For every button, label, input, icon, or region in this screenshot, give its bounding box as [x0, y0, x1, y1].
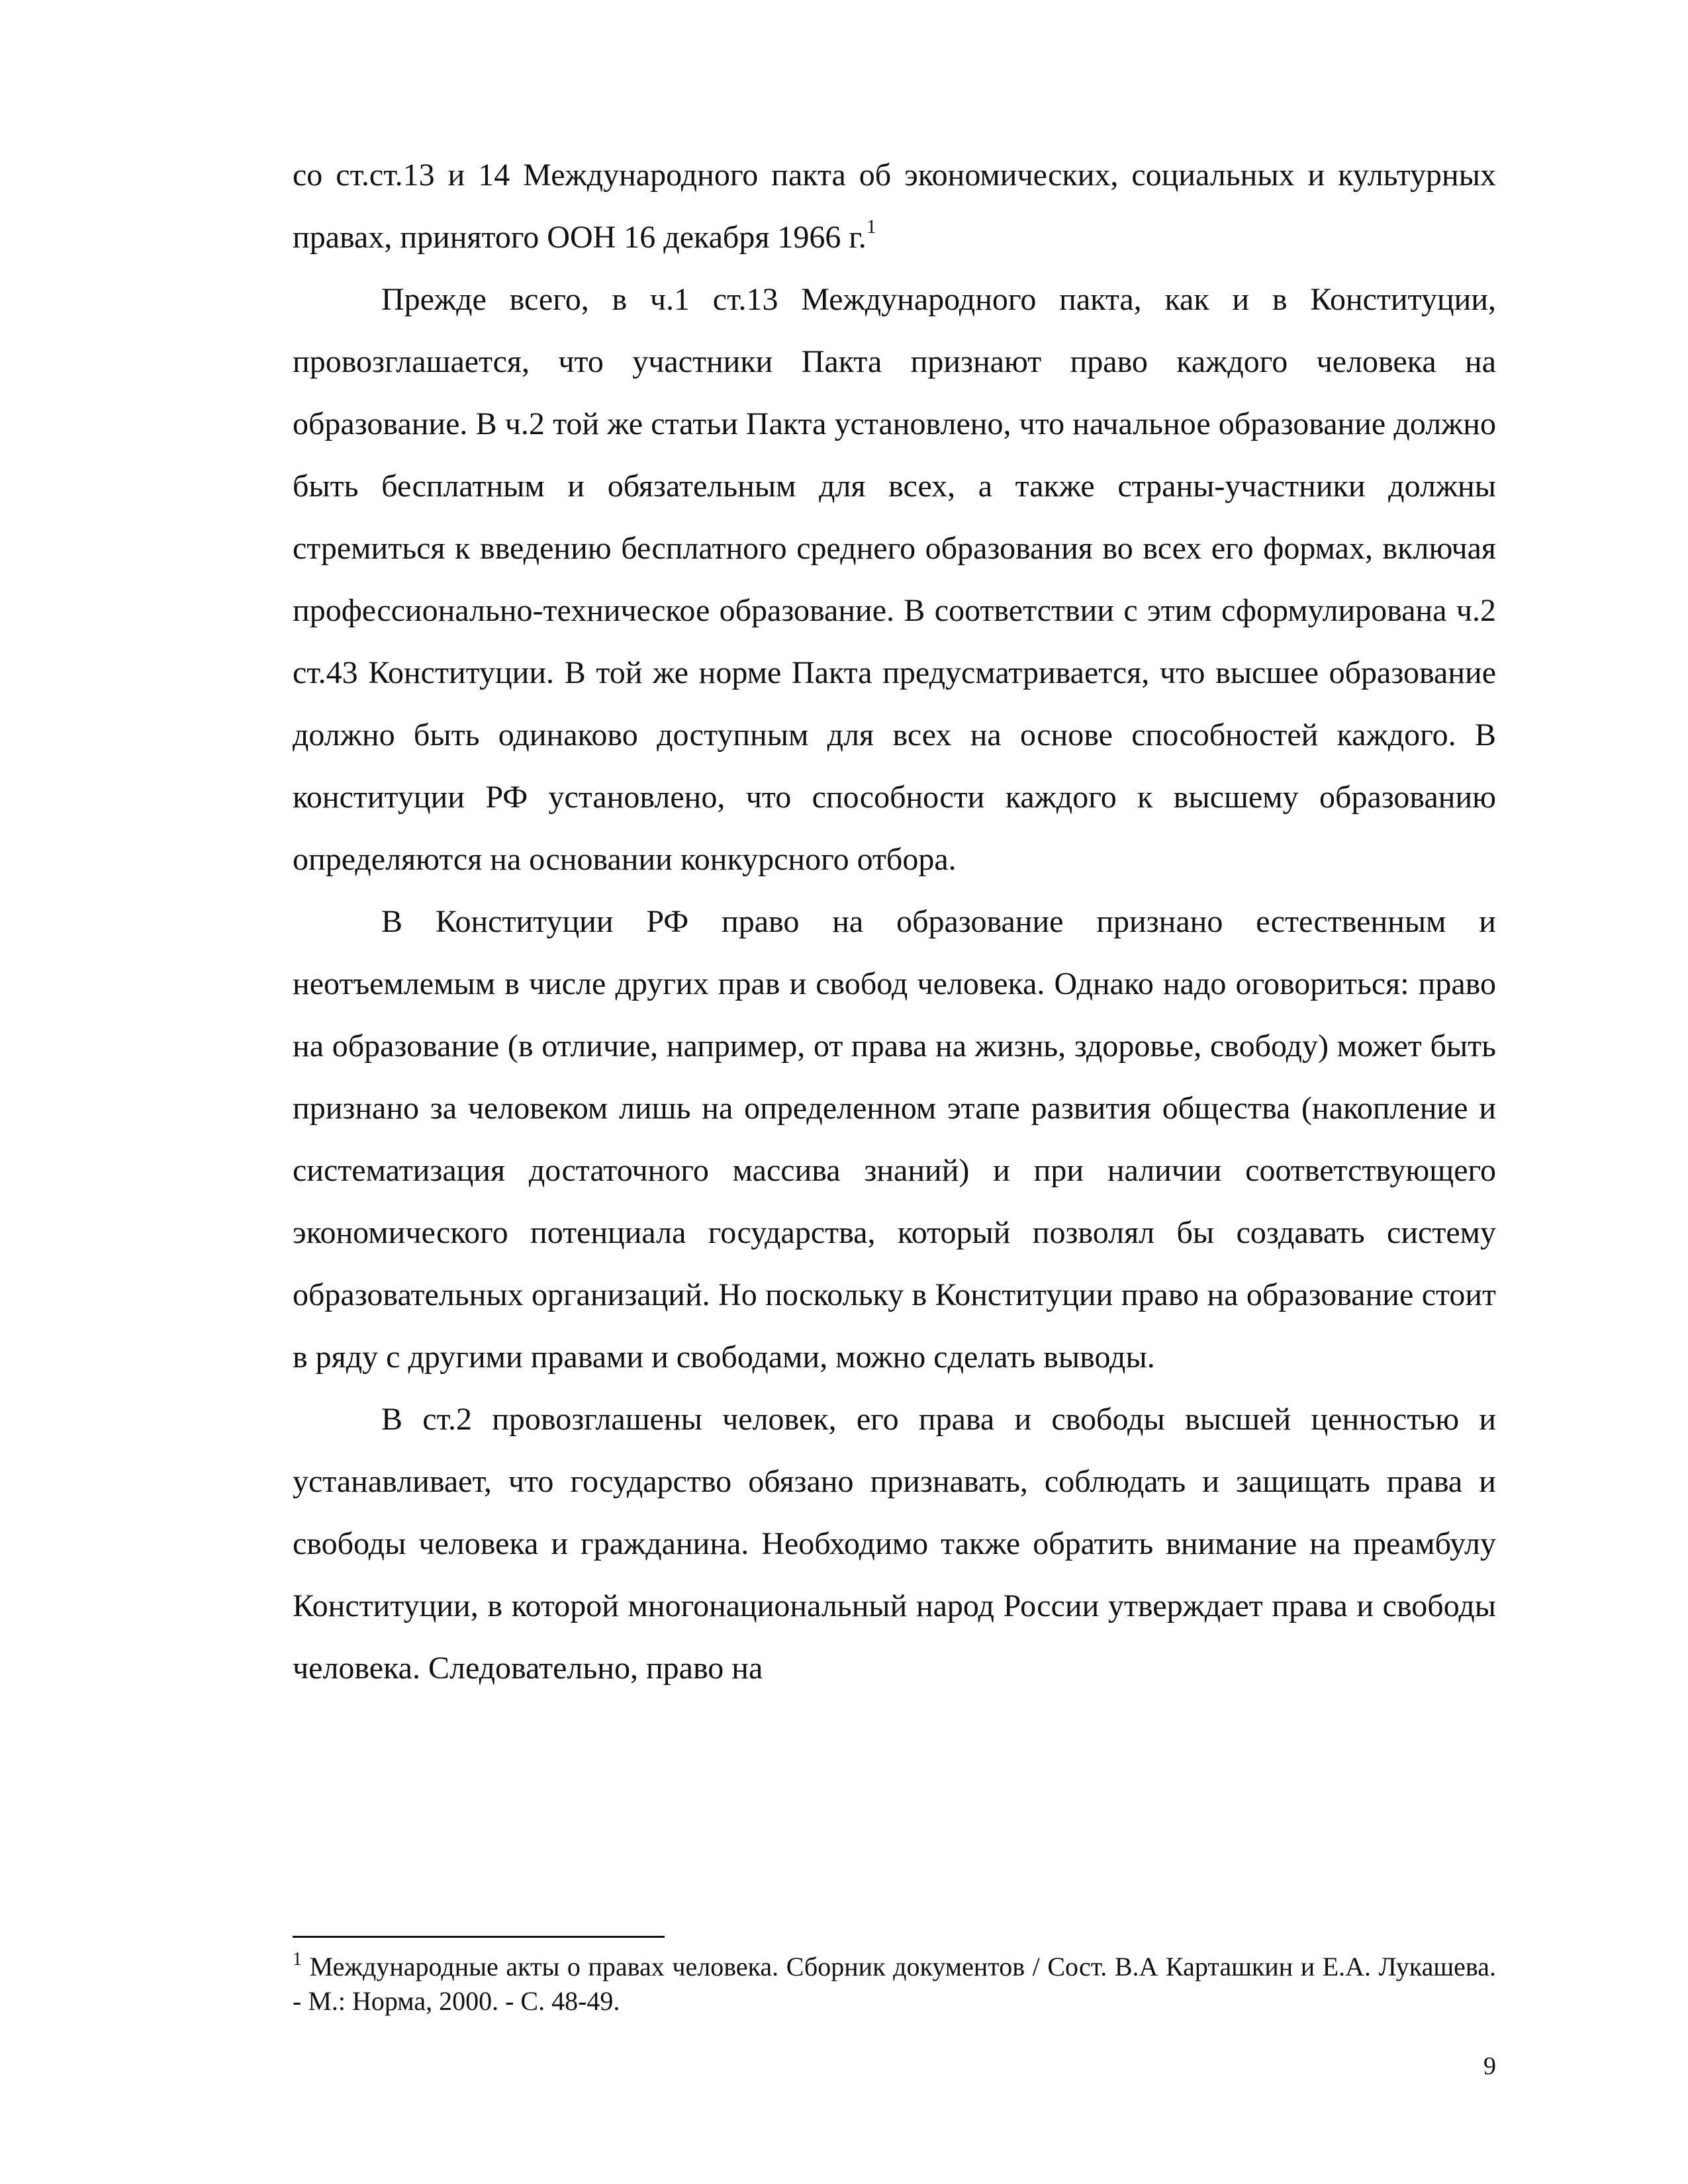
paragraph-4: В ст.2 провозглашены человек, его права и свободы высшей ценностью и устанавливает, что государство обязано признавать, соблюдать и защищать права и свободы человека и гражданина. Необходимо также обратить внимание на преамбулу Конституции, в которой многонациональный народ России утверждает права и свободы человека. Следовательно, право на: [293, 1402, 1496, 1686]
paragraph-2: Прежде всего, в ч.1 ст.13 Международного пакта, как и в Конституции, провозглашается, что участники Пакта признают право каждого человека на образование. В ч.2 той же статьи Пакта установлено, что начальное образование должно быть бесплатным и обязательным для всех, а также страны-участники должны стремиться к введению бесплатного среднего образования во всех его формах, включая профессионально-техническое образование. В соответствии с этим сформулирована ч.2 ст.43 Конституции. В той же норме Пакта предусматривается, что высшее образование должно быть одинаково доступным для всех на основе способностей каждого. В конституции РФ установлено, что способности каждого к высшему образованию определяются на основании конкурсного отбора.: [293, 282, 1496, 877]
footnote-reference: 1: [866, 216, 876, 238]
footnote: [293, 1950, 1496, 2019]
paragraph-3: В Конституции РФ право на образование признано естественным и неотъемлемым в числе других прав и свобод человека. Однако надо оговориться: право на образование (в отличие, например, от права на жизнь, здоровье, свободу) может быть признано за человеком лишь на определенном этапе развития общества (накопление и систематизация достаточного массива знаний) и при наличии соответствующего экономического потенциала государства, который позволял бы создавать систему образовательных организаций. Но поскольку в Конституции право на образование стоит в ряду с другими правами и свободами, можно сделать выводы.: [293, 904, 1496, 1375]
body-text: [293, 144, 1496, 1700]
footnote-separator: [293, 1936, 665, 1938]
footnote-text: Международные акты о правах человека. Сборник документов / Сост. В.А Карташкин и Е.А. Лукашева. - М.: Норма, 2000. - С. 48-49.: [293, 1952, 1496, 2016]
paragraph-1-text: со ст.ст.13 и 14 Международного пакта об экономических, социальных и культурных правах, принятого ООН 16 декабря 1966 г.: [293, 158, 1496, 255]
page-number: 9: [1483, 2052, 1496, 2080]
footnote-marker: 1: [293, 1949, 302, 1970]
paragraph-1: [293, 144, 1496, 269]
